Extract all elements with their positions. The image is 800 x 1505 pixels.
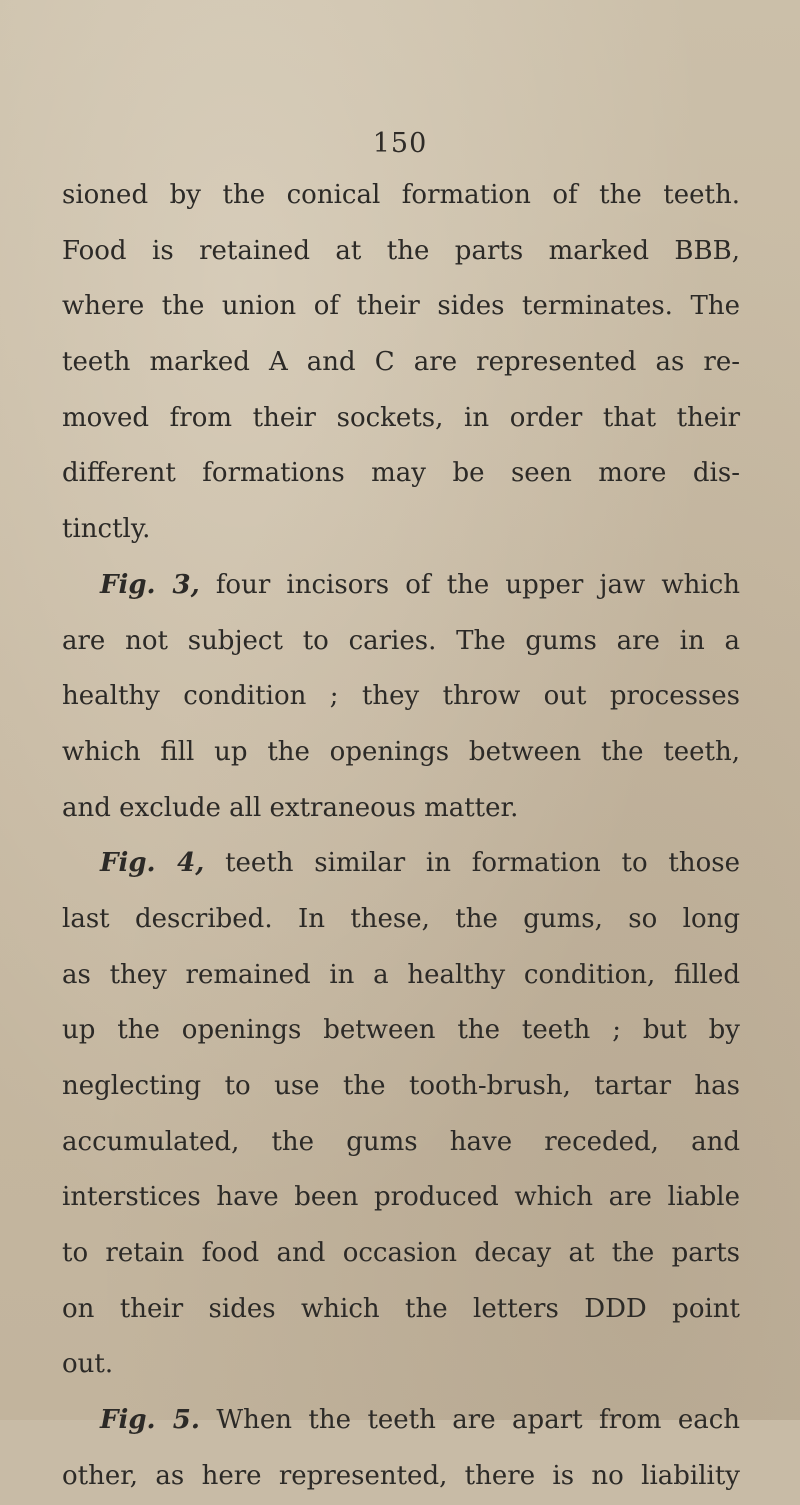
text-line-21: on their sides which the letters DDD point (62, 1293, 740, 1324)
text-line-8-rest: four incisors of the upper jaw which (215, 569, 741, 600)
text-line-2: Food is retained at the parts marked BBB, (62, 235, 740, 266)
text-line-6: different formations may be seen more dis- (62, 458, 740, 489)
fig-3-label: Fig. 3, (100, 569, 200, 600)
text-line-9: are not subject to caries. The gums are in a (62, 625, 740, 656)
text-line-23-rest: When the teeth are apart from each (216, 1405, 741, 1436)
text-line-13-rest: teeth similar in formation to those (225, 848, 741, 879)
text-line-16: up the openings between the teeth ; but by (62, 1015, 740, 1046)
text-line-12: and exclude all extraneous matter. (62, 792, 519, 823)
text-line-1: sioned by the conical formation of the teeth. (62, 180, 740, 210)
text-line-24: other, as here represented, there is no liability (62, 1460, 740, 1491)
page-number: 150 (372, 128, 428, 159)
text-line-5: moved from their sockets, in order that their (62, 402, 740, 433)
text-line-18: accumulated, the gums have receded, and (62, 1126, 740, 1157)
text-line-15: as they remained in a healthy condition, filled (62, 959, 740, 990)
text-line-13 (62, 836, 740, 892)
text-line-11: which fill up the openings between the teeth, (62, 736, 740, 767)
text-line-7: tinctly. (62, 514, 151, 545)
fig-5-label: Fig. 5. (100, 1405, 200, 1436)
text-line-3: where the union of their sides terminates. The (62, 291, 740, 322)
text-line-4: teeth marked A and C are represented as re- (62, 347, 740, 378)
text-line-17: neglecting to use the tooth-brush, tartar has (62, 1071, 740, 1101)
text-line-22: out. (62, 1349, 114, 1380)
fig-4-label: Fig. 4, (100, 848, 205, 879)
text-line-14: last described. In these, the gums, so long (62, 903, 740, 934)
text-line-23 (62, 1393, 740, 1449)
body-text (62, 168, 740, 1505)
text-line-8 (62, 558, 740, 614)
text-line-10: healthy condition ; they throw out processes (62, 681, 740, 712)
text-line-19: interstices have been produced which are liable (62, 1182, 740, 1213)
text-line-20: to retain food and occasion decay at the parts (62, 1238, 740, 1269)
